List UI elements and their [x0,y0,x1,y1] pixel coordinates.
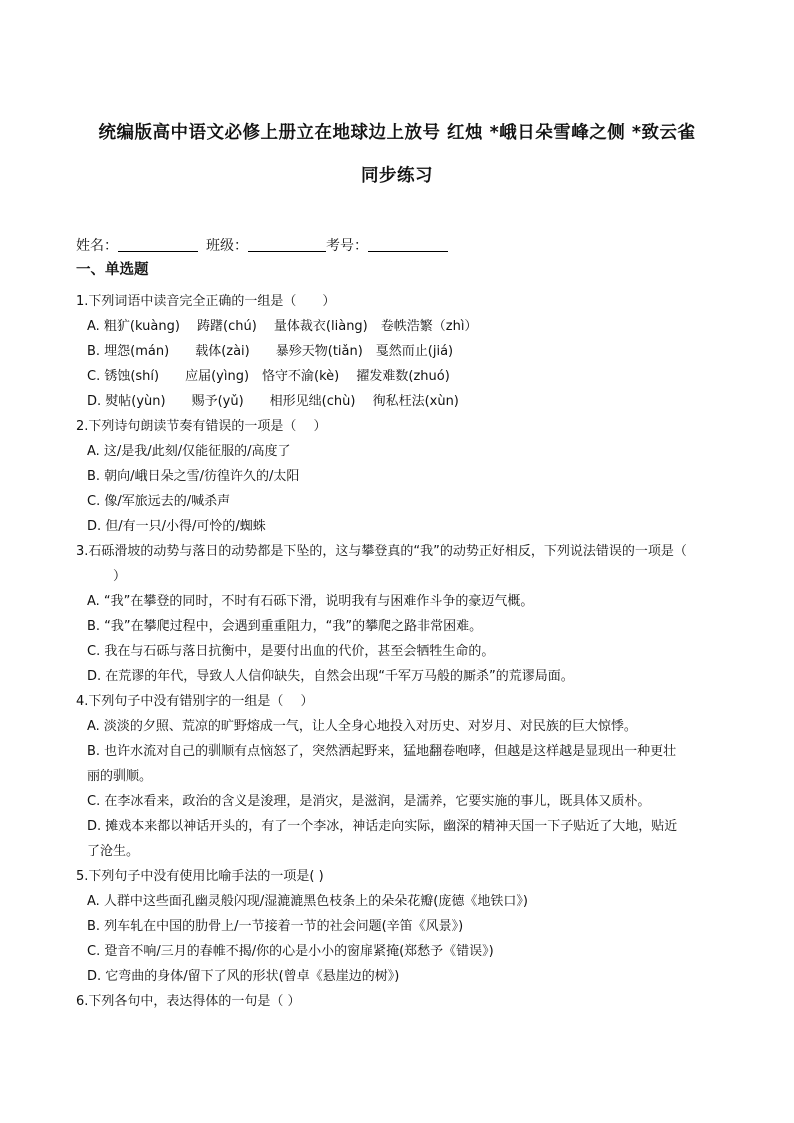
section-title: 一、单选题 [76,262,149,278]
student-info-row [76,235,448,255]
question-2-option-a: A. 这/是我/此刻/仅能征服的/高度了 [87,444,291,459]
question-2-stem: 2.下列诗句朗读节奏有错误的一项是（ ） [76,419,327,434]
document-title-line1: 统编版高中语文必修上册立在地球边上放号 红烛 *峨日朵雪峰之侧 *致云雀 [98,123,696,143]
question-3-option-b: B. “我”在攀爬过程中，会遇到重重阻力，“我”的攀爬之路非常困难。 [87,619,483,634]
class-label: 班级： [206,238,248,254]
name-blank[interactable] [118,237,198,252]
question-1-option-d: D. 熨帖(yùn) 赐予(yǔ) 相形见绌(chù) 徇私枉法(xùn) [87,394,459,409]
question-1-option-a: A. 粗犷(kuàng) 踌躇(chú) 量体裁衣(liàng) 卷帙浩繁（zhì） [87,319,478,334]
question-4-stem: 4.下列句子中没有错别字的一组是（ ） [76,694,314,709]
exam-number-blank[interactable] [368,237,448,252]
question-2-option-c: C. 像/军旅远去的/喊杀声 [87,494,231,509]
question-4-option-d: D. 摊戏本来都以神话开头的，有了一个李冰，神话走向实际，幽深的精神天国一下子贴近了大地，贴近 [87,819,678,834]
question-4-option-c: C. 在李冰看来，政治的含义是浚理，是消灾，是滋润，是濡养，它要实施的事儿，既具体又质朴。 [87,794,651,809]
question-1-option-c: C. 锈蚀(shí) 应届(yìng) 恪守不渝(kè) 擢发难数(zhuó) [87,369,450,384]
question-4-option-d-continuation: 了沧生。 [87,844,140,859]
class-blank[interactable] [248,237,326,252]
question-3-option-a: A. “我”在攀登的同时，不时有石砾下滑，说明我有与困难作斗争的豪迈气概。 [87,594,534,609]
question-4-option-b: B. 也许水流对自己的驯顺有点恼怒了，突然洒起野来，猛地翻卷咆哮，但越是这样越是显现出一种更壮 [87,744,677,759]
question-list [76,289,726,1014]
document-title-line2: 同步练习 [361,166,433,186]
question-5-option-d: D. 它弯曲的身体/留下了风的形状(曾卓《悬崖边的树》) [87,969,400,984]
question-1-stem: 1.下列词语中读音完全正确的一组是（ ） [76,294,336,309]
question-3-stem-continuation: ） [87,569,127,584]
question-5-option-a: A. 人群中这些面孔幽灵般闪现/湿漉漉黑色枝条上的朵朵花瓣(庞德《地铁口》) [87,894,528,909]
question-3-option-d: D. 在荒谬的年代，导致人人信仰缺失，自然会出现“千军万马般的厮杀”的荒谬局面。 [87,669,574,684]
question-4-option-b-continuation: 丽的驯顺。 [87,769,153,784]
question-3-option-c: C. 我在与石砾与落日抗衡中，是要付出血的代价，甚至会牺牲生命的。 [87,644,495,659]
question-3-stem: 3.石砾滑坡的动势与落日的动势都是下坠的，这与攀登真的“我”的动势正好相反，下列说法错误的一项是（ [76,544,687,559]
question-2-option-b: B. 朝向/峨日朵之雪/彷徨许久的/太阳 [87,469,300,484]
name-label: 姓名： [76,238,118,254]
question-5-option-b: B. 列车轧在中国的肋骨上/一节接着一节的社会问题(辛笛《风景》) [87,919,464,934]
question-5-option-c: C. 跫音不响/三月的春帷不揭/你的心是小小的窗扉紧掩(郑愁予《错误》) [87,944,494,959]
question-5-stem: 5.下列句子中没有使用比喻手法的一项是( ) [76,869,324,884]
question-2-option-d: D. 但/有一只/小得/可怜的/蜘蛛 [87,519,266,534]
question-1-option-b: B. 埋怨(mán) 载体(zài) 暴殄天物(tiǎn) 戛然而止(jiá) [87,344,454,359]
question-4-option-a: A. 淡淡的夕照、荒凉的旷野熔成一气，让人全身心地投入对历史、对岁月、对民族的巨大惊悸。 [87,719,637,734]
question-6-stem: 6.下列各句中，表达得体的一句是（ ） [76,994,301,1009]
exam-number-label: 考号： [326,238,368,254]
